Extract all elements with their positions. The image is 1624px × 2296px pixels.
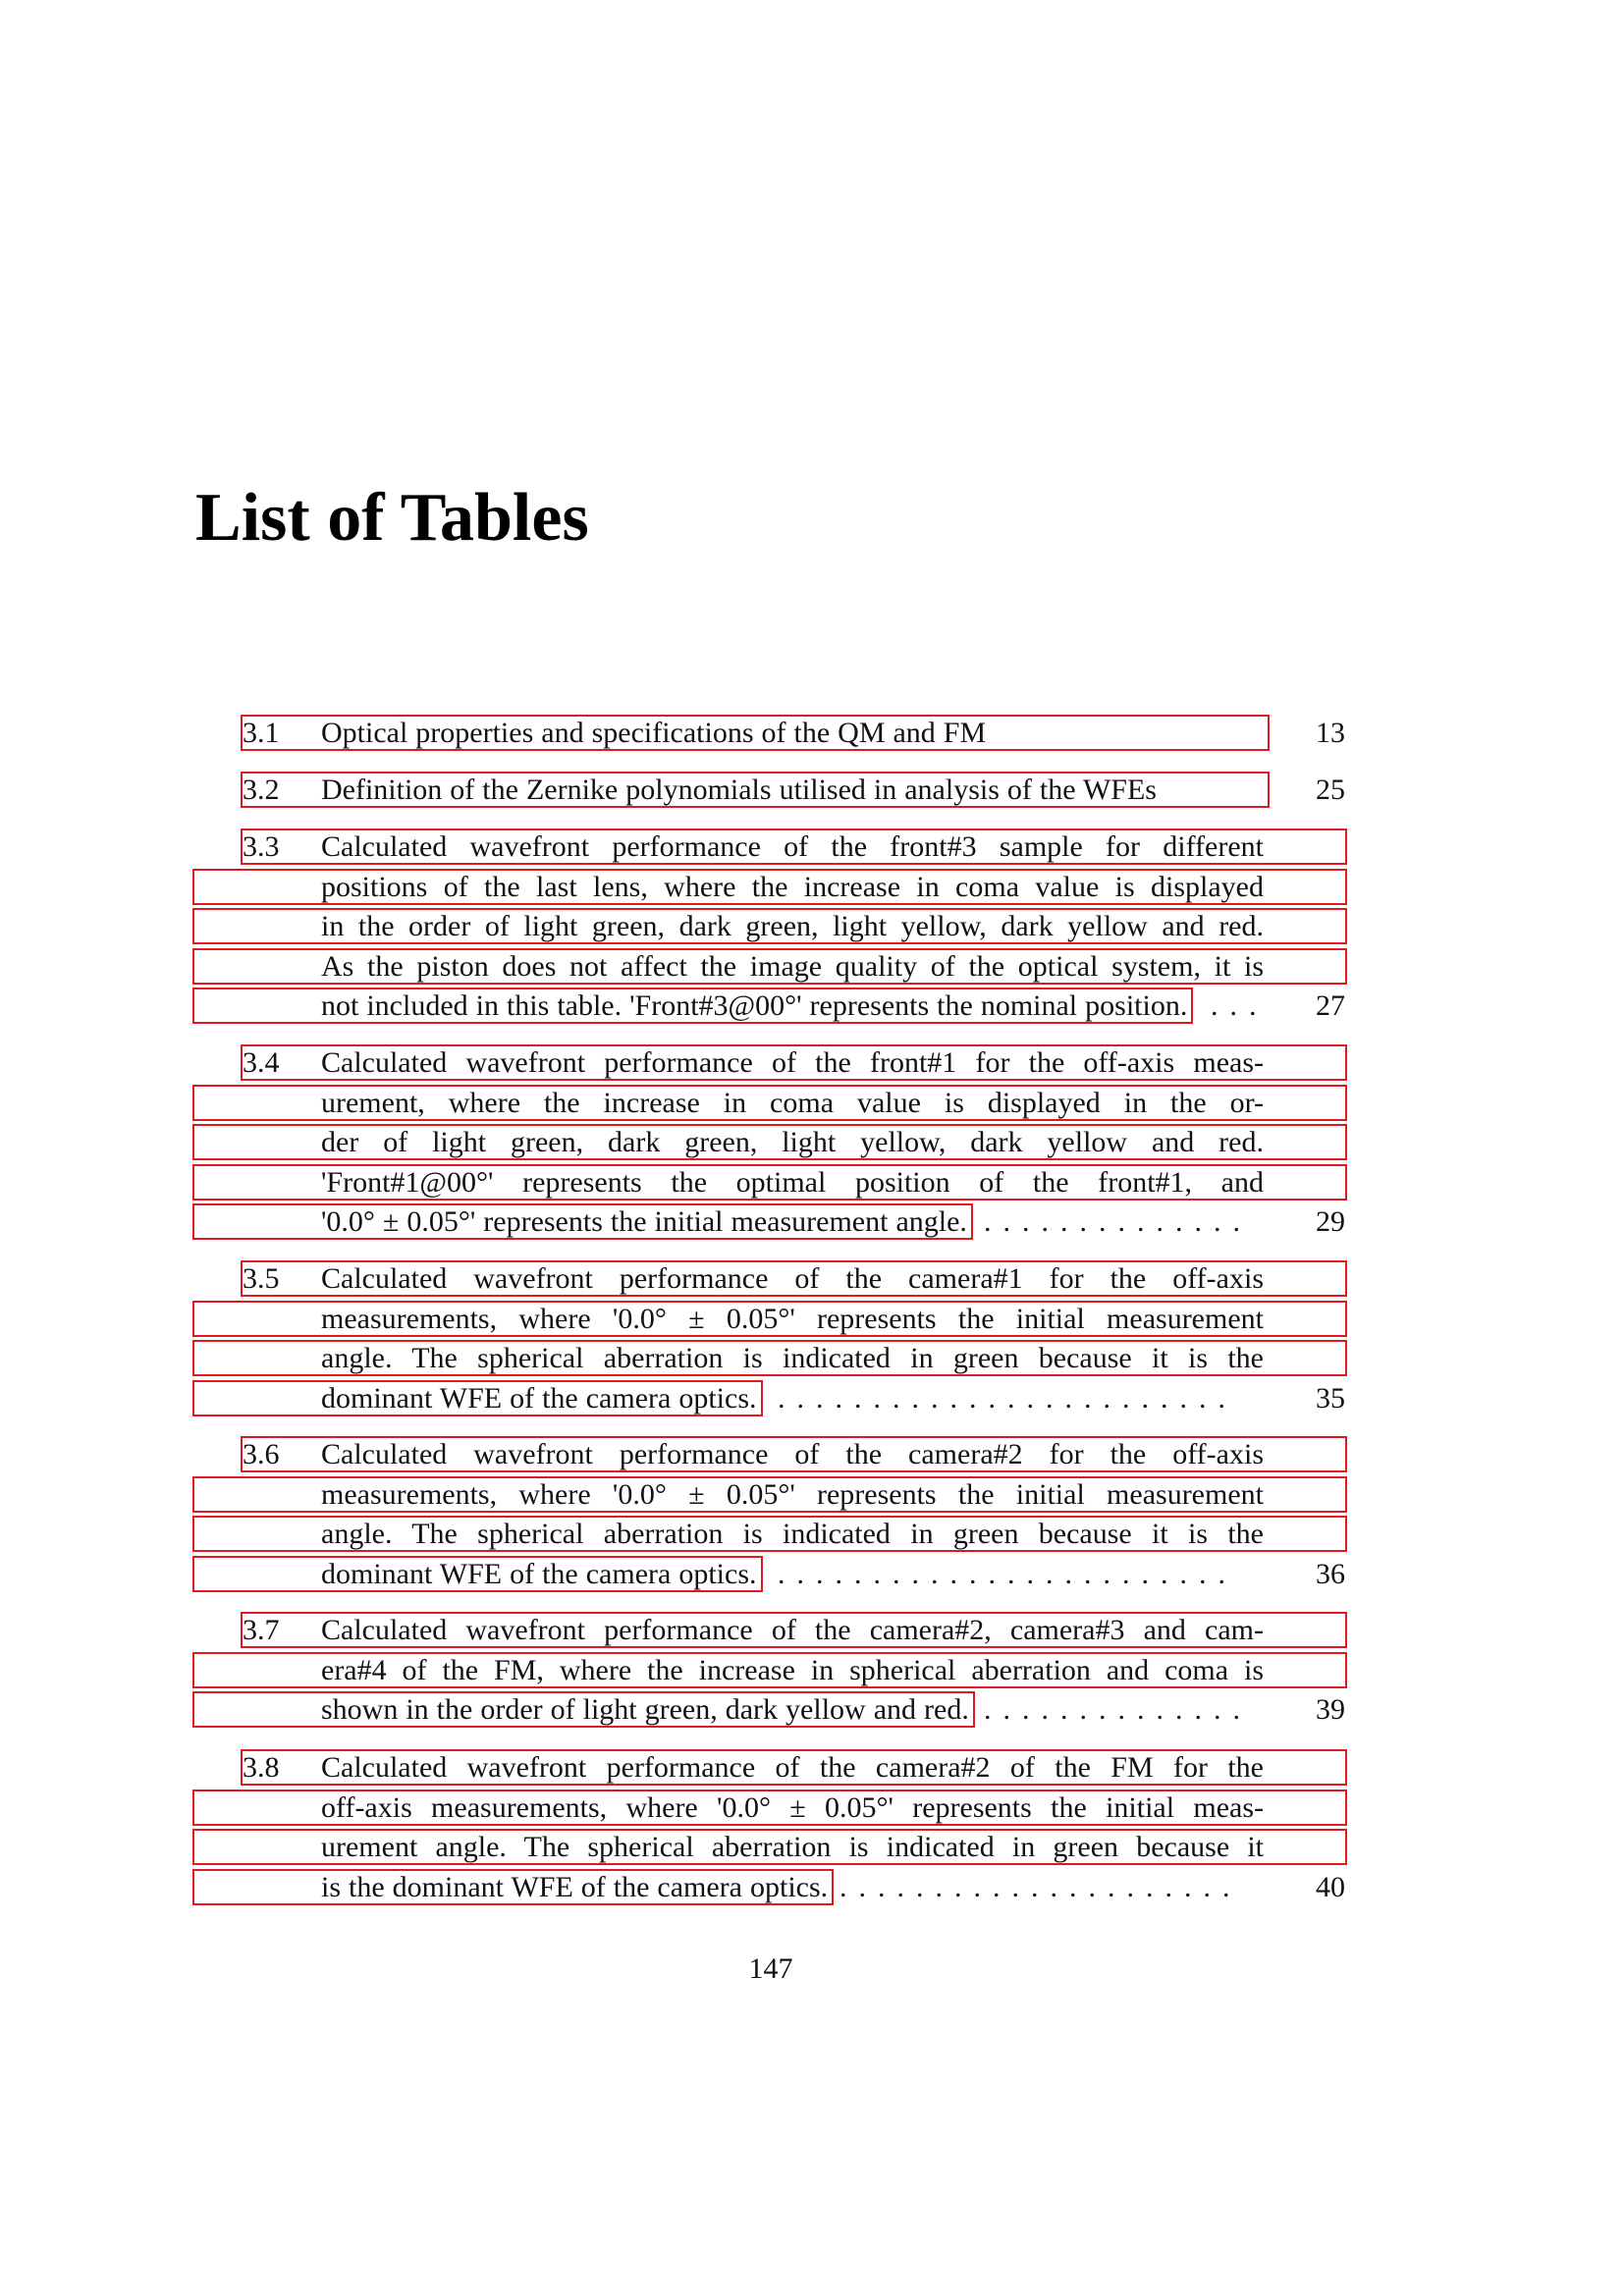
entry-number[interactable]: 3.1 xyxy=(243,717,280,749)
caption-line: urement, where the increase in coma value is displayed in the or- xyxy=(321,1086,1264,1119)
entry-caption[interactable] xyxy=(321,828,1264,1027)
caption-line: measurements, where '0.0° ± 0.05°' represents the initial measurement xyxy=(321,1302,1264,1335)
entry-number[interactable]: 3.3 xyxy=(243,830,280,863)
entry-number[interactable]: 3.8 xyxy=(243,1751,280,1784)
entry-number[interactable]: 3.7 xyxy=(243,1614,280,1646)
caption-line: angle. The spherical aberration is indicated in green because it is the xyxy=(321,1518,1264,1550)
entry-number[interactable]: 3.5 xyxy=(243,1262,280,1295)
dot-leader: ........................ xyxy=(778,1381,1237,1415)
caption-line: not included in this table. 'Front#3@00°' represents the nominal position. xyxy=(321,989,1188,1022)
caption-line: '0.0° ± 0.05°' represents the initial measurement angle. xyxy=(321,1205,967,1238)
caption-line: measurements, where '0.0° ± 0.05°' represents the initial measurement xyxy=(321,1477,1264,1511)
entry-page-number[interactable]: 35 xyxy=(1316,1381,1345,1415)
entry-caption[interactable] xyxy=(321,771,1264,811)
caption-line: dominant WFE of the camera optics. xyxy=(321,1381,757,1415)
entry-page-number[interactable]: 40 xyxy=(1316,1870,1345,1903)
caption-line: Calculated wavefront performance of the front#1 for the off-axis meas- xyxy=(321,1046,1264,1079)
entry-page-number[interactable]: 13 xyxy=(1316,717,1345,749)
caption-line: Calculated wavefront performance of the camera#2 of the FM for the xyxy=(321,1751,1264,1784)
dot-leader: ... xyxy=(1211,989,1269,1022)
entry-caption[interactable] xyxy=(321,714,1264,754)
caption-line: angle. The spherical aberration is indicated in green because it is the xyxy=(321,1342,1264,1374)
caption-line: positions of the last lens, where the increase in coma value is displayed xyxy=(321,870,1264,903)
entry-page-number[interactable]: 25 xyxy=(1316,774,1345,806)
caption-line: shown in the order of light green, dark yellow and red. xyxy=(321,1693,969,1726)
caption-line: Optical properties and specifications of the QM and FM xyxy=(321,717,987,749)
entry-number[interactable]: 3.2 xyxy=(243,774,280,806)
caption-line: der of light green, dark green, light yellow, dark yellow and red. xyxy=(321,1126,1264,1158)
caption-line: Calculated wavefront performance of the camera#2, camera#3 and cam- xyxy=(321,1614,1264,1646)
dot-leader: ........................ xyxy=(778,1557,1237,1590)
caption-line: is the dominant WFE of the camera optics. xyxy=(321,1870,829,1903)
caption-line: 'Front#1@00°' represents the optimal position of the front#1, and xyxy=(321,1165,1264,1199)
entry-page-number[interactable]: 29 xyxy=(1316,1205,1345,1238)
dot-leader: ..................... xyxy=(839,1870,1242,1903)
entry-page-number[interactable]: 36 xyxy=(1316,1557,1345,1590)
entry-page-number[interactable]: 27 xyxy=(1316,989,1345,1022)
caption-line: Definition of the Zernike polynomials utilised in analysis of the WFEs xyxy=(321,774,1157,806)
caption-line: Calculated wavefront performance of the camera#2 for the off-axis xyxy=(321,1438,1264,1470)
caption-line: dominant WFE of the camera optics. xyxy=(321,1557,757,1590)
entry-page-number[interactable]: 39 xyxy=(1316,1693,1345,1726)
dot-leader: .............. xyxy=(984,1205,1252,1238)
entry-number[interactable]: 3.6 xyxy=(243,1438,280,1470)
caption-line: Calculated wavefront performance of the front#3 sample for different xyxy=(321,830,1264,863)
dot-leader: .............. xyxy=(984,1693,1252,1726)
caption-line: urement angle. The spherical aberration is indicated in green because it xyxy=(321,1831,1264,1863)
entry-number[interactable]: 3.4 xyxy=(243,1046,280,1079)
caption-line: As the piston does not affect the image quality of the optical system, it is xyxy=(321,949,1264,983)
page-title: List of Tables xyxy=(195,480,589,556)
caption-line: Calculated wavefront performance of the camera#1 for the off-axis xyxy=(321,1262,1264,1295)
caption-line: in the order of light green, dark green, light yellow, dark yellow and red. xyxy=(321,910,1264,942)
page-number: 147 xyxy=(748,1952,793,1985)
caption-line: era#4 of the FM, where the increase in spherical aberration and coma is xyxy=(321,1653,1264,1686)
caption-line: off-axis measurements, where '0.0° ± 0.05°' represents the initial meas- xyxy=(321,1790,1264,1824)
